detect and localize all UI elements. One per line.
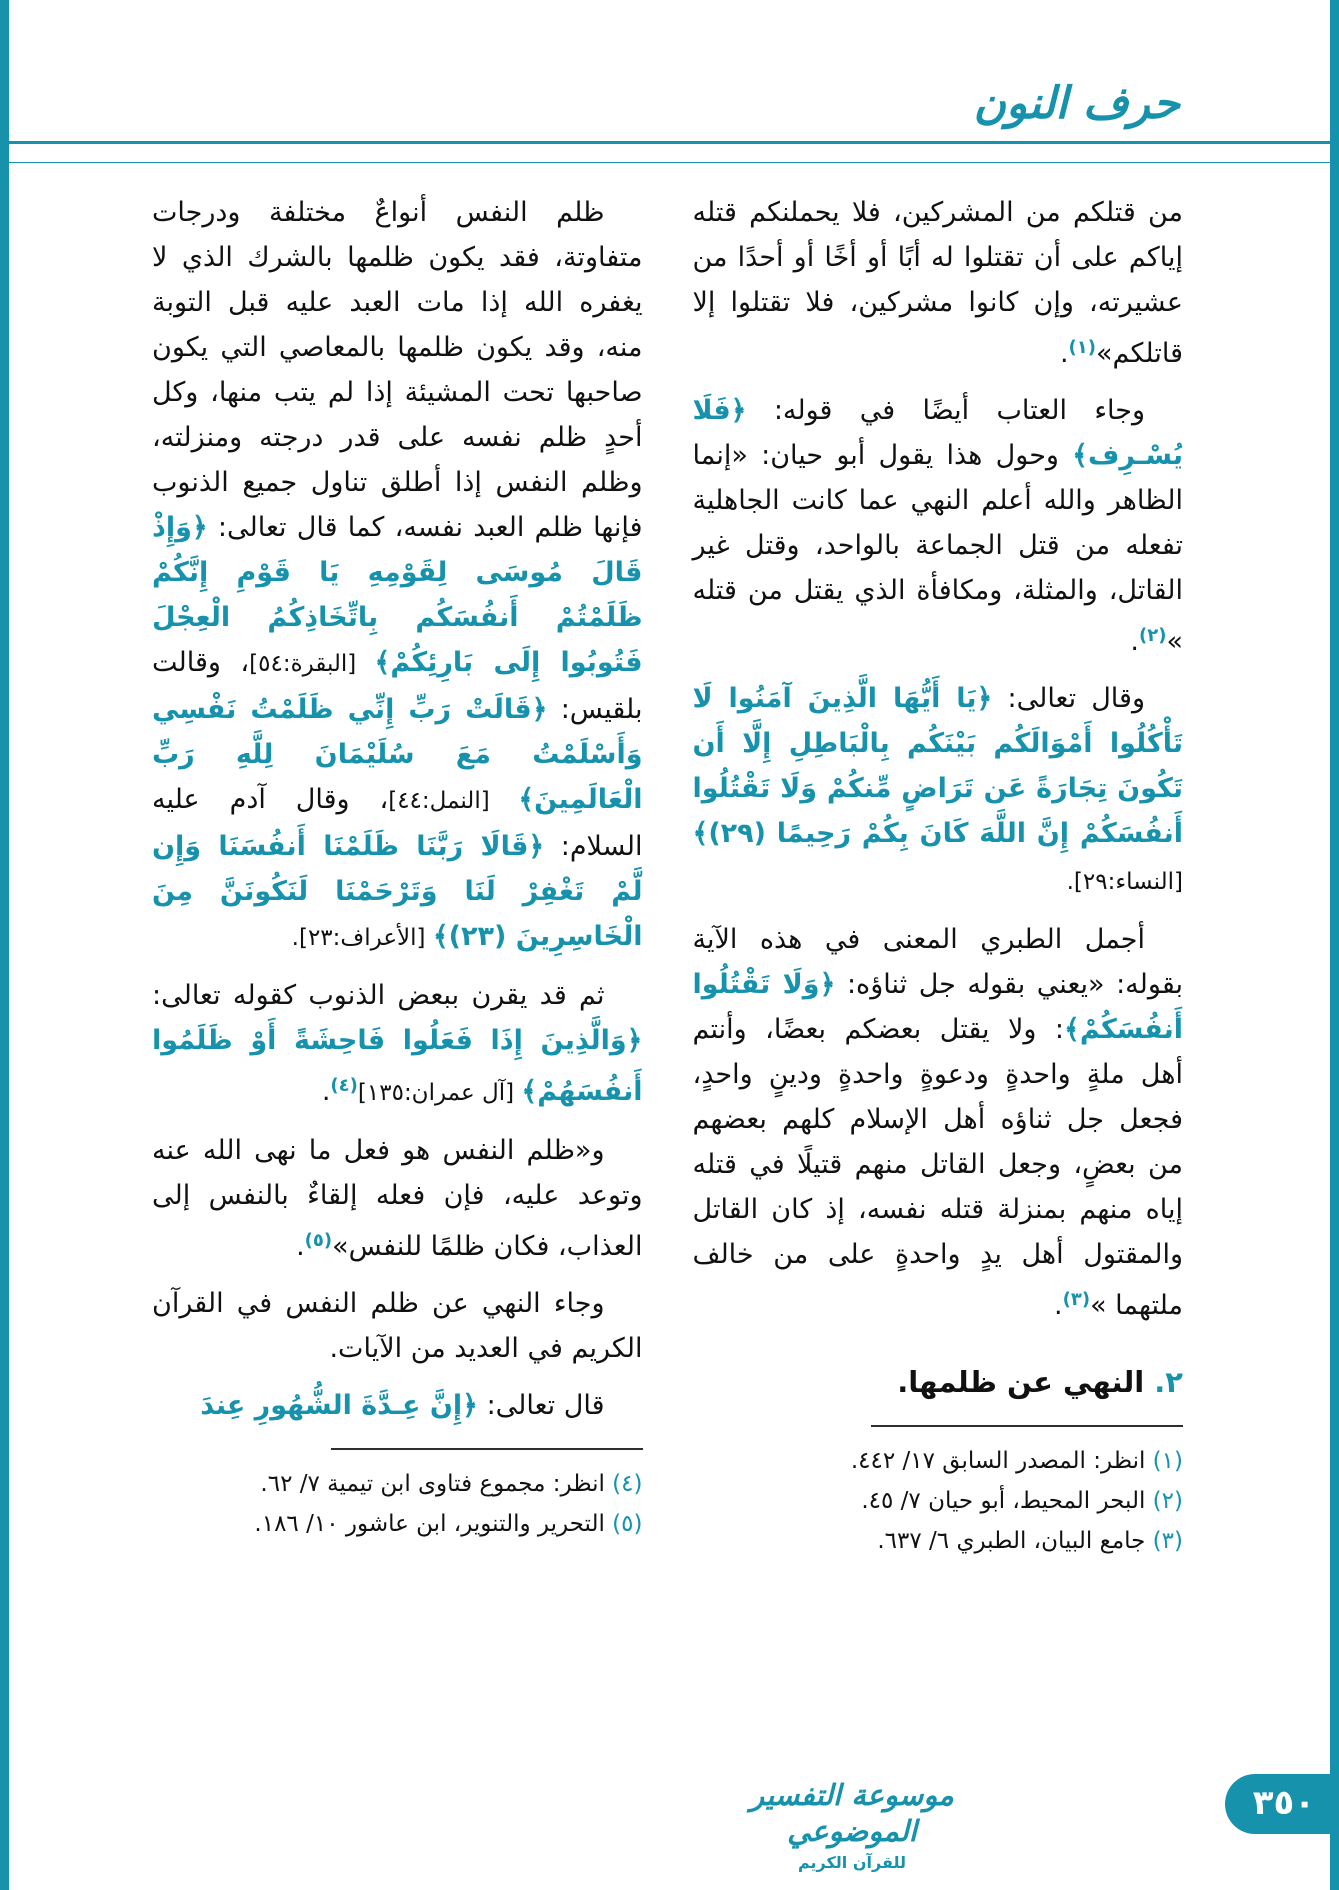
footnote-number: (٢) [1152,1488,1183,1514]
text-run: : ولا يقتل بعضكم بعضًا، وأنتم أهل ملةٍ واحدةٍ ودعوةٍ واحدةٍ ودينٍ واحدٍ، فجعل جل ثناؤه أهل الإسلام كلهم بعضهم من بعضٍ، وجعل القاتل منهم قتيلًا في قتله إياه منهم بمنزلة قتله نفسه، إذ كان القاتل والمقتول أهل يدٍ واحدةٍ على من خالف ملتهما » [692,1014,1183,1321]
text-run: وحول هذا يقول أبو حيان: «إنما الظاهر والله أعلم النهي عما كانت الجاهلية تفعله من قتل الجماعة بالواحد، وقتل غير القاتل، والمثلة، ومكافأة الذي يقتل من قتله » [692,440,1183,657]
footnote-number: (٥) [612,1511,643,1537]
chapter-title: حرف النون [973,78,1180,129]
text-run: ثم قد يقرن ببعض الذنوب كقوله تعالى: [152,980,605,1011]
text-run: البحر المحيط، أبو حيان ٧/ ٤٥. [861,1488,1153,1514]
header-rule-primary [9,141,1330,144]
footnote-number: (٤) [612,1471,643,1497]
paragraph [693,676,1184,905]
text-run: ظلم النفس أنواعٌ مختلفة ودرجات متفاوتة، فقد يكون ظلمها بالشرك الذي لا يغفره الله إذا مات العبد عليه قبل التوبة منه، وقد يكون ظلمها بالمعاصي التي يكون صاحبها تحت المشيئة إذا لم يتب منها، وكل أحدٍ ظلم نفسه على قدر درجته ومنزلته، وظلم النفس إذا أطلق تناول جميع الذنوب فإنها ظلم العبد نفسه، كما قال تعالى: [152,197,643,543]
footnote-separator [331,1448,643,1450]
text-run: وجاء العتاب أيضًا في قوله: [746,395,1145,426]
text-run: و«ظلم النفس هو فعل ما نهى الله عنه وتوعد عليه، فإن فعله إلقاءٌ بالنفس إلى العذاب، فكان ظلمًا للنفس» [152,1135,643,1262]
footnote [693,1441,1184,1481]
footnote [152,1504,643,1544]
paragraph [693,917,1184,1328]
paragraph [152,1128,643,1269]
heading-text: النهي عن ظلمها. [897,1365,1145,1399]
footnote-marker: (٤) [330,1075,358,1096]
header-rule-secondary [9,162,1330,163]
publisher-emblem [737,1777,967,1873]
quran-verse: ﴿إِنَّ عِـدَّةَ الشُّهُورِ عِندَ [200,1390,478,1421]
column-left [152,190,643,1537]
text-run: وجاء النهي عن ظلم النفس في القرآن الكريم في العديد من الآيات. [152,1288,643,1364]
text-run: جامع البيان، الطبري ٦/ ٦٣٧. [877,1528,1153,1554]
text-run: ، وقال آدم عليه السلام: [152,784,643,862]
text-run: قال تعالى: [477,1390,605,1421]
text-run: من قتلكم من المشركين، فلا يحملنكم قتله إياكم على أن تقتلوا له أبًا أو أخًا أو أحدًا من عشيرته، وإن كانوا مشركين، فلا تقتلوا إلا قاتلكم» [692,197,1183,369]
text-run: . [296,1231,305,1262]
footnote-marker: (٥) [304,1230,333,1251]
footnote [152,1464,643,1504]
publisher-emblem-subtitle: للقرآن الكريم [797,1853,907,1872]
quran-verse: ﴿قَالَا رَبَّنَا ظَلَمْنَا أَنفُسَنَا وَإِن لَّمْ تَغْفِرْ لَنَا وَتَرْحَمْنَا لَنَكُونَنَّ مِنَ الْخَاسِرِينَ (٢٣)﴾ [152,831,643,952]
footnotes-right [693,1417,1184,1561]
text-run: انظر: المصدر السابق ١٧/ ٤٤٢. [850,1448,1153,1474]
paragraph [152,1383,643,1428]
footnote-marker: (١) [1068,337,1096,358]
text-run: . [1054,1290,1063,1321]
left-accent-bar [0,0,9,1890]
quran-verse: ﴿وَالَّذِينَ إِذَا فَعَلُوا فَاحِشَةً أَوْ ظَلَمُوا أَنفُسَهُمْ﴾ [152,1025,643,1107]
quran-verse: ﴿فَلَا يُسْـرِف﴾ [692,395,1183,471]
verse-reference: [النساء:٢٩]. [1066,869,1183,895]
quran-verse: ﴿وَإِذْ قَالَ مُوسَى لِقَوْمِهِ يَا قَوْمِ إِنَّكُمْ ظَلَمْتُمْ أَنفُسَكُم بِاتِّخَاذِكُمُ الْعِجْلَ فَتُوبُوا إِلَى بَارِئِكُمْ﴾ [152,512,643,678]
text-run: . [321,1076,331,1107]
page-number-badge: ٣٥٠ [1225,1774,1339,1834]
text-columns [152,190,1183,1554]
footnote-number: (٣) [1152,1528,1183,1554]
footnotes-left [152,1440,643,1544]
verse-reference: [النمل:٤٤] [388,788,519,814]
quran-verse: ﴿قَالَتْ رَبِّ إِنِّي ظَلَمْتُ نَفْسِي وَأَسْلَمْتُ مَعَ سُلَيْمَانَ لِلَّهِ رَبِّ الْعَالَمِينَ﴾ [152,694,643,815]
verse-reference: [آل عمران:١٣٥] [357,1080,522,1106]
heading-number: ٢. [1144,1365,1183,1399]
footnote [693,1481,1184,1521]
text-run: أجمل الطبري المعنى في هذه الآية بقوله: «يعني بقوله جل ثناؤه: [692,924,1183,1000]
section-heading [693,1360,1184,1405]
text-run: وقال تعالى: [992,683,1145,714]
text-run: ، وقالت بلقيس: [152,647,643,725]
verse-reference: [الأعراف:٢٣]. [291,925,433,951]
paragraph [152,1281,643,1371]
footnote-number: (١) [1152,1448,1183,1474]
publisher-emblem-title: موسوعة التفسير الموضوعي [750,1777,954,1848]
paragraph [152,973,643,1116]
verse-reference: [البقرة:٥٤] [249,651,375,677]
paragraph [693,388,1184,664]
footnote [693,1521,1184,1561]
paragraph [693,190,1184,376]
footnote-marker: (٣) [1062,1289,1091,1310]
text-run: انظر: مجموع فتاوى ابن تيمية ٧/ ٦٢. [260,1471,613,1497]
right-accent-bar [1330,0,1339,1890]
text-run: . [1130,626,1139,657]
footnote-separator [871,1425,1183,1427]
column-right [692,190,1184,1554]
text-run: التحرير والتنوير، ابن عاشور ١٠/ ١٨٦. [254,1511,613,1537]
text-run: . [1059,338,1069,369]
footnote-marker: (٢) [1139,625,1167,646]
quran-verse: ﴿يَا أَيُّهَا الَّذِينَ آمَنُوا لَا تَأْكُلُوا أَمْوَالَكُم بَيْنَكُم بِالْبَاطِلِ إِلَّا أَن تَكُونَ تِجَارَةً عَن تَرَاضٍ مِّنكُمْ وَلَا تَقْتُلُوا أَنفُسَكُمْ إِنَّ اللَّهَ كَانَ بِكُمْ رَحِيمًا (٢٩)﴾ [692,683,1183,849]
page-header [9,0,1330,163]
quran-verse: ﴿وَلَا تَقْتُلُوا أَنفُسَكُمْ﴾ [692,969,1183,1045]
paragraph [152,190,643,961]
